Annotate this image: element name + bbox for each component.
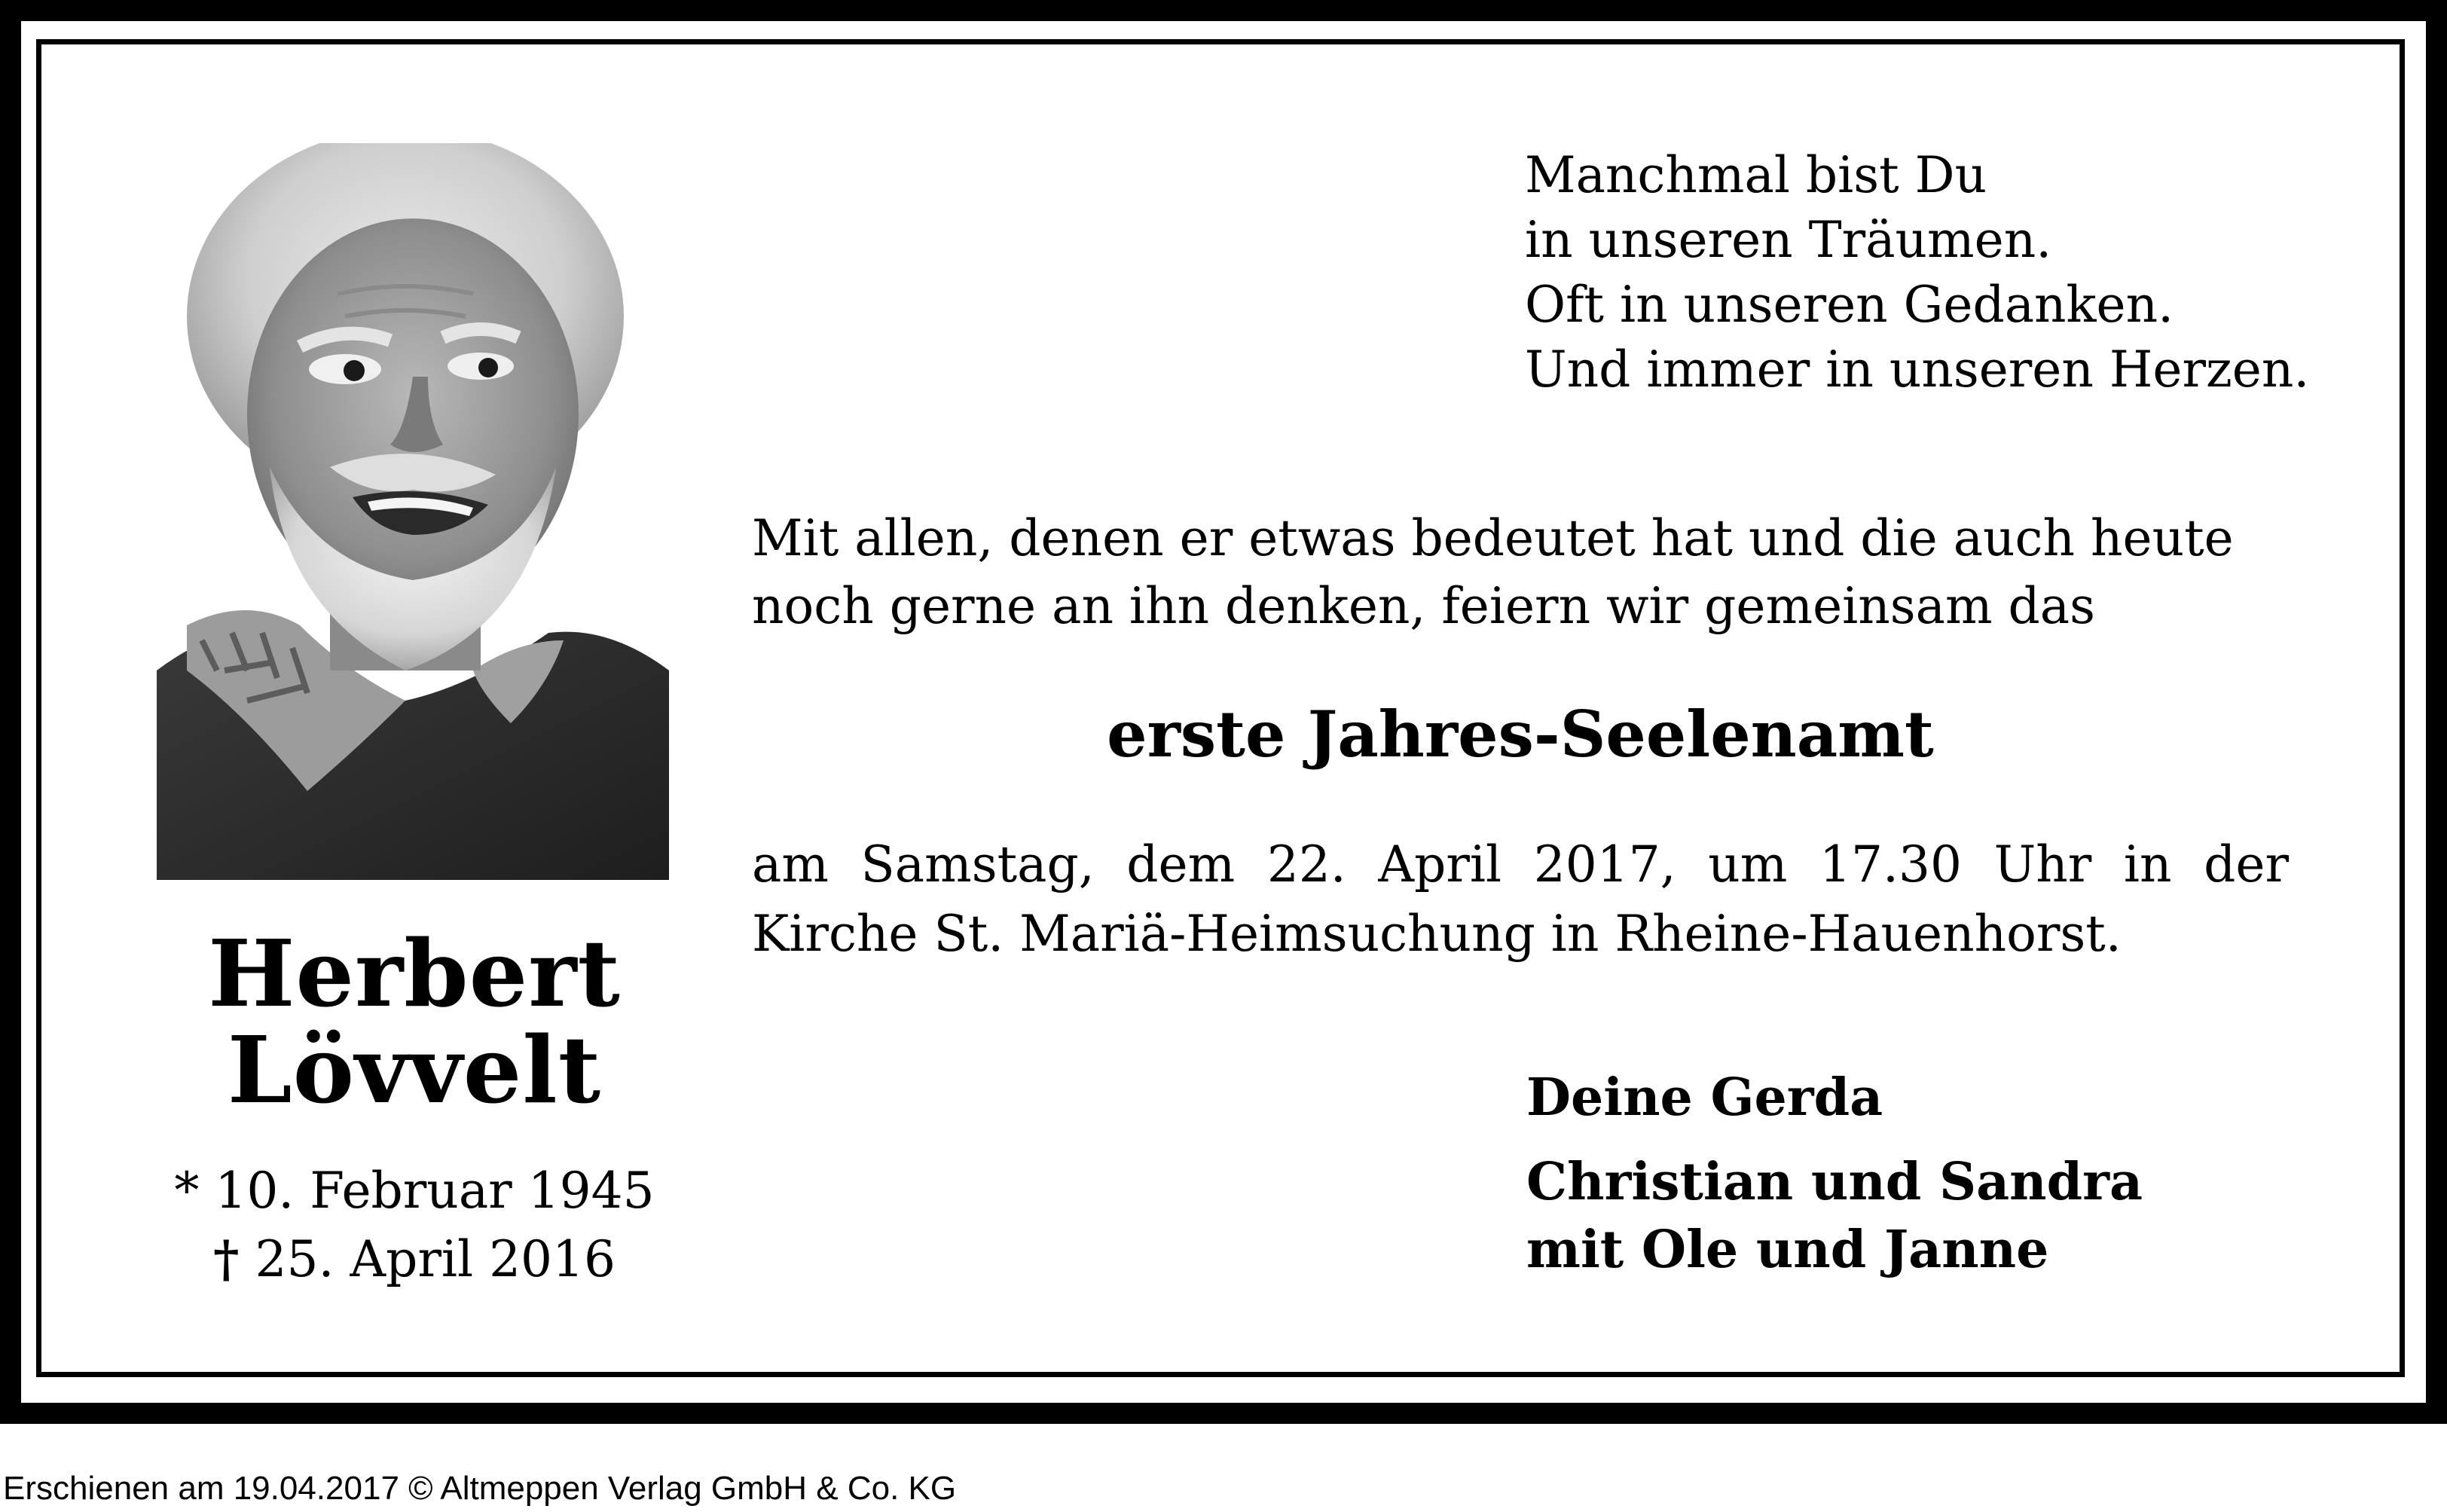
signature-line: Christian und Sandra — [1526, 1152, 2143, 1212]
portrait-photo — [157, 143, 669, 880]
event-heading: erste Jahres-Seelenamt — [1107, 697, 1934, 771]
death-date: 25. April 2016 — [239, 1230, 616, 1288]
signature-line: mit Ole und Janne — [1526, 1220, 2049, 1280]
signature — [1526, 1064, 2355, 1284]
details-line: am Samstag, dem 22. April 2017, um 17.30 Uhr in der — [752, 835, 2289, 893]
poem-line: Oft in unseren Gedanken. — [1525, 276, 2174, 334]
intro-line: noch gerne an ihn denken, feiern wir gemeinsam das — [752, 577, 2095, 635]
life-dates — [113, 1157, 716, 1294]
poem — [1525, 143, 2391, 402]
intro-text — [752, 505, 2289, 640]
details-line: Kirche St. Mariä-Heimsuchung in Rheine-Hauenhorst. — [752, 905, 2122, 963]
event-details — [752, 830, 2289, 969]
signature-gap — [1526, 1132, 2355, 1148]
signature-line: Deine Gerda — [1526, 1068, 1883, 1128]
last-name: Lövvelt — [227, 1016, 602, 1124]
poem-line: Manchmal bist Du — [1525, 146, 1987, 204]
first-name: Herbert — [208, 919, 621, 1028]
cross-icon: † — [212, 1229, 240, 1288]
poem-line: Und immer in unseren Herzen. — [1525, 341, 2310, 399]
poem-line: in unseren Träumen. — [1525, 211, 2052, 269]
birth-date: * 10. Februar 1945 — [174, 1162, 655, 1220]
publication-footer: Erschienen am 19.04.2017 © Altmeppen Verlag GmbH & Co. KG — [3, 1470, 957, 1507]
deceased-name — [113, 919, 716, 1124]
death-line — [113, 1225, 716, 1294]
intro-line: Mit allen, denen er etwas bedeutet hat und die auch heute — [752, 509, 2234, 567]
